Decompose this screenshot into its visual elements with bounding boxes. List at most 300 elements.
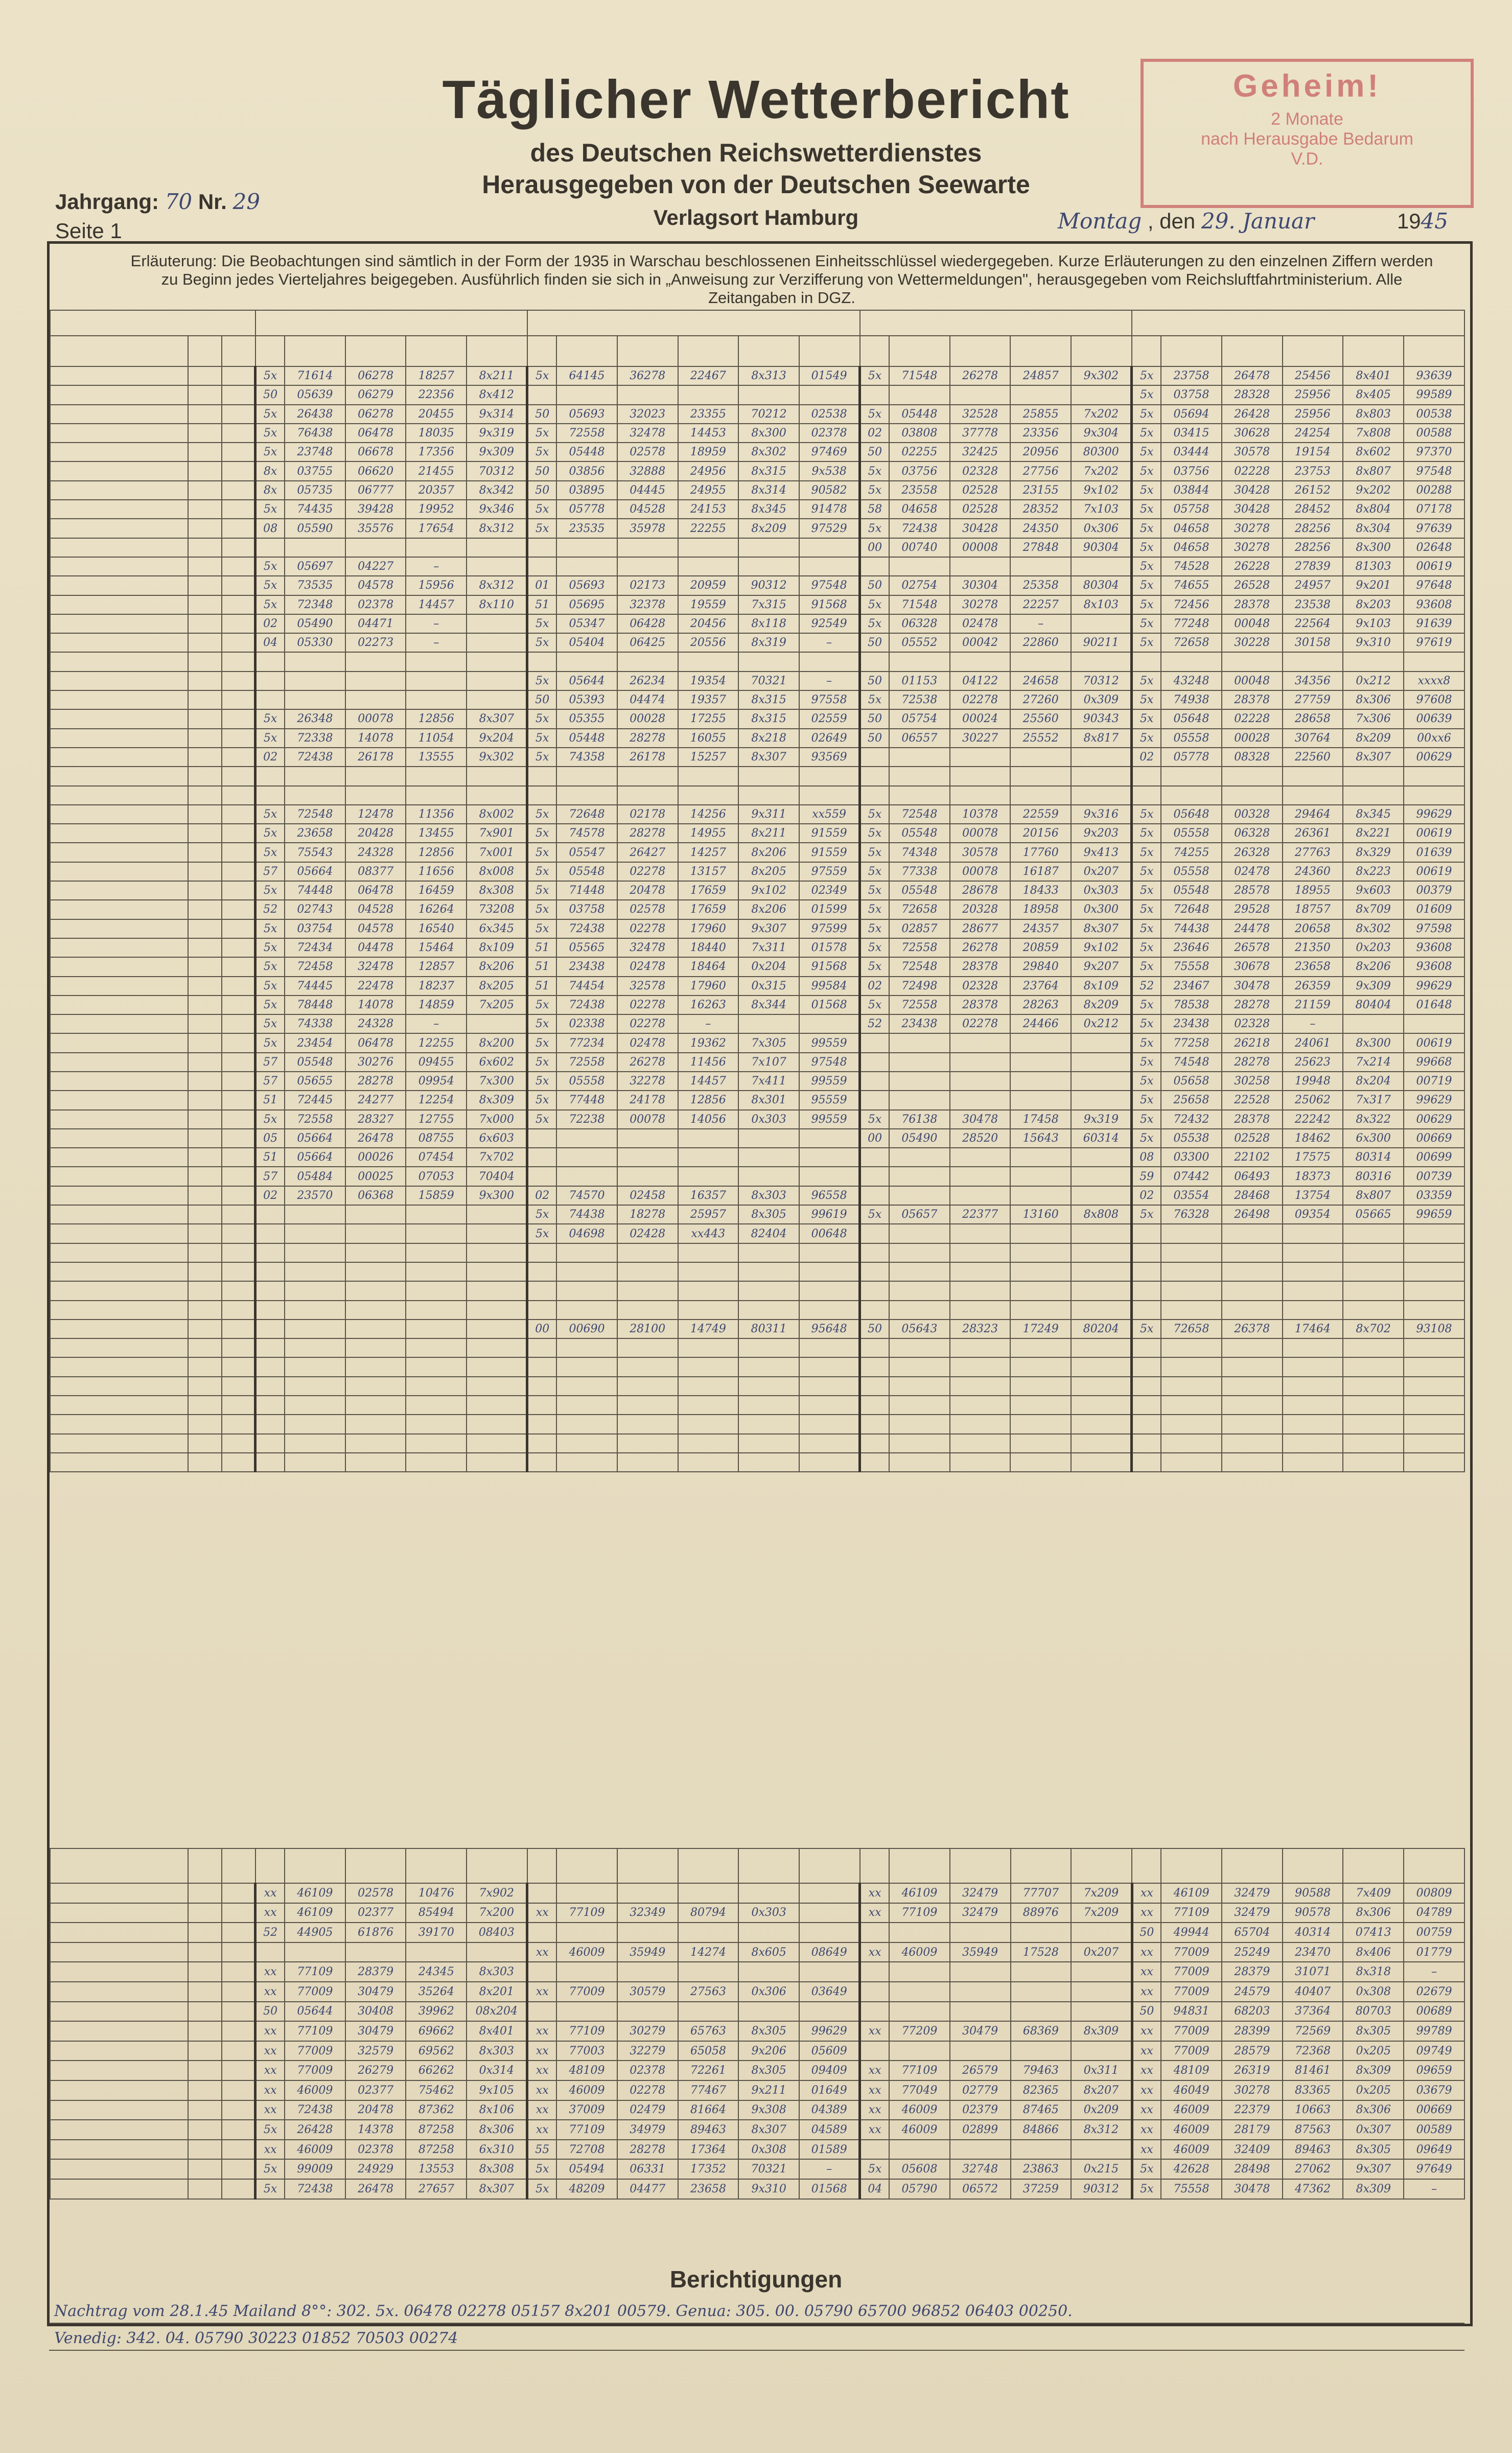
observation-code: 02 bbox=[860, 424, 889, 443]
observation-code: – bbox=[1283, 1014, 1343, 1033]
observation-code bbox=[1283, 1434, 1343, 1453]
station-height bbox=[188, 672, 222, 690]
observation-code: 22377 bbox=[950, 1205, 1011, 1224]
observation-code bbox=[345, 1205, 406, 1224]
observation-code: 19559 bbox=[678, 595, 739, 614]
observation-code: 26152 bbox=[1283, 481, 1343, 500]
observation-code: 07442 bbox=[1161, 1167, 1222, 1186]
observation-code: 22564 bbox=[1283, 614, 1343, 633]
table-row bbox=[50, 424, 1464, 443]
observation-code: 44905 bbox=[285, 1923, 345, 1942]
observation-code: 7x000 bbox=[467, 1110, 527, 1129]
observation-code: 72438 bbox=[556, 919, 617, 938]
observation-code: 91639 bbox=[1404, 614, 1464, 633]
observation-code: 26578 bbox=[1222, 938, 1283, 957]
observation-code: 8x412 bbox=[467, 385, 527, 404]
station-number bbox=[222, 519, 255, 538]
observation-code bbox=[1404, 786, 1464, 805]
observation-code: 02278 bbox=[950, 1014, 1011, 1033]
observation-code: 8x221 bbox=[1343, 824, 1404, 843]
observation-code: 77109 bbox=[889, 2061, 950, 2080]
observation-code: 18278 bbox=[617, 1205, 678, 1224]
observation-code: xx bbox=[1132, 1982, 1161, 2002]
observation-code: 26348 bbox=[285, 709, 345, 728]
observation-code bbox=[406, 1415, 467, 1433]
observation-code bbox=[889, 1224, 950, 1243]
observation-code bbox=[527, 652, 556, 671]
observation-code: 8x312 bbox=[467, 519, 527, 538]
observation-code: 09409 bbox=[799, 2061, 860, 2080]
observation-code: 02255 bbox=[889, 443, 950, 461]
observation-code: 25560 bbox=[1010, 709, 1071, 728]
station-height bbox=[188, 1281, 222, 1300]
observation-code: 87258 bbox=[406, 2120, 467, 2140]
observation-code bbox=[1404, 652, 1464, 671]
observation-code bbox=[1010, 1053, 1071, 1072]
observation-code bbox=[255, 1205, 285, 1224]
observation-code: 22478 bbox=[345, 977, 406, 996]
observation-code: 05778 bbox=[1161, 748, 1222, 767]
observation-code bbox=[345, 1357, 406, 1376]
observation-code: 99559 bbox=[799, 1110, 860, 1129]
observation-code bbox=[1071, 1148, 1132, 1167]
observation-code: xx bbox=[860, 2021, 889, 2041]
observation-code: 5x bbox=[1132, 938, 1161, 957]
station-number bbox=[222, 366, 255, 385]
observation-code bbox=[285, 1942, 345, 1962]
observation-code: 17659 bbox=[678, 881, 739, 900]
observation-code: 18958 bbox=[1010, 900, 1071, 919]
observation-code: 01153 bbox=[889, 672, 950, 690]
observation-code: 50 bbox=[527, 405, 556, 424]
observation-code: 52 bbox=[255, 1923, 285, 1942]
observation-code: 32023 bbox=[617, 405, 678, 424]
code-header bbox=[1010, 336, 1071, 366]
observation-code bbox=[1071, 1415, 1132, 1433]
station-height bbox=[188, 1033, 222, 1052]
observation-code bbox=[889, 1281, 950, 1300]
observation-code: 5x bbox=[255, 919, 285, 938]
observation-code: 02 bbox=[255, 1186, 285, 1205]
table-row bbox=[50, 2100, 1464, 2120]
observation-code: 28378 bbox=[950, 957, 1011, 976]
code-header bbox=[285, 336, 345, 366]
observation-code: 26279 bbox=[345, 2061, 406, 2080]
observation-code bbox=[860, 1281, 889, 1300]
observation-code: 05694 bbox=[1161, 405, 1222, 424]
observation-code: 30408 bbox=[345, 2002, 406, 2022]
observation-code: 05639 bbox=[285, 385, 345, 404]
observation-code bbox=[255, 1338, 285, 1357]
observation-code: 21455 bbox=[406, 461, 467, 480]
observation-code: 01639 bbox=[1404, 843, 1464, 862]
observation-code: 28278 bbox=[1222, 996, 1283, 1014]
observation-code: 25956 bbox=[1283, 385, 1343, 404]
observation-code: 26218 bbox=[1222, 1033, 1283, 1052]
observation-code: 05548 bbox=[556, 862, 617, 881]
observation-code: 01609 bbox=[1404, 900, 1464, 919]
station-number bbox=[222, 1434, 255, 1453]
observation-code: 72558 bbox=[556, 424, 617, 443]
observation-code: 72558 bbox=[889, 996, 950, 1014]
observation-code: 5x bbox=[1132, 1320, 1161, 1338]
observation-code: 46009 bbox=[285, 2140, 345, 2160]
observation-code bbox=[1071, 1962, 1132, 1982]
observation-code: 72438 bbox=[556, 996, 617, 1014]
observation-code: 72438 bbox=[889, 519, 950, 538]
observation-code bbox=[799, 1396, 860, 1415]
code-header bbox=[1343, 336, 1404, 366]
table-row bbox=[50, 1224, 1464, 1243]
observation-code: 52 bbox=[860, 1014, 889, 1033]
observation-code: 8x110 bbox=[467, 595, 527, 614]
station-height bbox=[188, 1014, 222, 1033]
code-header bbox=[950, 1848, 1011, 1883]
observation-code: 87563 bbox=[1283, 2120, 1343, 2140]
observation-code: 74435 bbox=[285, 500, 345, 519]
observation-code: 06777 bbox=[345, 481, 406, 500]
observation-code bbox=[255, 1243, 285, 1262]
station-number bbox=[222, 709, 255, 728]
code-header bbox=[799, 1848, 860, 1883]
observation-code: 90343 bbox=[1071, 709, 1132, 728]
observation-code bbox=[1161, 1357, 1222, 1376]
observation-code bbox=[255, 1301, 285, 1320]
observation-code: 90312 bbox=[738, 576, 799, 595]
observation-code: 08377 bbox=[345, 862, 406, 881]
observation-code: 17575 bbox=[1283, 1148, 1343, 1167]
observation-code: 8x300 bbox=[738, 424, 799, 443]
station-height bbox=[188, 862, 222, 881]
observation-code: 77707 bbox=[1011, 1883, 1072, 1903]
station-name bbox=[50, 690, 188, 709]
observation-code bbox=[950, 1434, 1011, 1453]
observation-code: 7x702 bbox=[467, 1148, 527, 1167]
observation-code: 14859 bbox=[406, 996, 467, 1014]
observation-code bbox=[1132, 1415, 1161, 1433]
station-height bbox=[188, 481, 222, 500]
observation-code bbox=[1404, 1281, 1464, 1300]
station-number bbox=[222, 385, 255, 404]
observation-code: 26234 bbox=[617, 672, 678, 690]
observation-code bbox=[285, 1434, 345, 1453]
station-number bbox=[222, 424, 255, 443]
observation-code bbox=[406, 1205, 467, 1224]
observation-code bbox=[889, 1357, 950, 1376]
observation-code bbox=[950, 748, 1011, 767]
observation-code: 11054 bbox=[406, 729, 467, 748]
observation-code: 04 bbox=[860, 2179, 889, 2199]
observation-code: 05484 bbox=[285, 1167, 345, 1186]
observation-code bbox=[406, 672, 467, 690]
observation-code bbox=[1222, 1396, 1283, 1415]
observation-code bbox=[285, 1205, 345, 1224]
observation-code: 5x bbox=[860, 919, 889, 938]
year-prefix: 19 bbox=[1397, 209, 1421, 233]
observation-code bbox=[1222, 1224, 1283, 1243]
observation-code bbox=[860, 1982, 889, 2002]
observation-code: 91559 bbox=[799, 843, 860, 862]
correction-rule-2 bbox=[49, 2350, 1464, 2351]
table-row bbox=[50, 1091, 1464, 1109]
observation-code: 02779 bbox=[950, 2080, 1011, 2100]
observation-code: 5x bbox=[1132, 614, 1161, 633]
observation-code: 77009 bbox=[1161, 2021, 1222, 2041]
station-name bbox=[50, 424, 188, 443]
table-row bbox=[50, 633, 1464, 652]
observation-code bbox=[285, 538, 345, 557]
observation-code bbox=[345, 1415, 406, 1433]
observation-code: 7x901 bbox=[467, 824, 527, 843]
observation-code: 17356 bbox=[406, 443, 467, 461]
observation-code: xx bbox=[860, 2061, 889, 2080]
observation-code bbox=[285, 672, 345, 690]
observation-code bbox=[527, 1301, 556, 1320]
observation-table bbox=[50, 310, 1465, 1472]
station-name bbox=[50, 2179, 188, 2199]
observation-code bbox=[467, 1243, 527, 1262]
station-number bbox=[222, 786, 255, 805]
subtitle-service: des Deutschen Reichswetterdienstes bbox=[530, 138, 982, 167]
observation-code: 00028 bbox=[1222, 729, 1283, 748]
observation-code bbox=[950, 652, 1011, 671]
observation-code: 06478 bbox=[345, 1033, 406, 1052]
observation-code: 5x bbox=[527, 1072, 556, 1091]
observation-code: 8x807 bbox=[1343, 461, 1404, 480]
observation-code: 05693 bbox=[556, 576, 617, 595]
observation-code: 09659 bbox=[1404, 2061, 1464, 2080]
observation-code: 04477 bbox=[617, 2179, 678, 2199]
station-number bbox=[222, 1224, 255, 1243]
observation-code: 05790 bbox=[889, 2179, 950, 2199]
station-name bbox=[50, 1281, 188, 1300]
table-row bbox=[50, 1320, 1464, 1338]
observation-code bbox=[889, 1148, 950, 1167]
observation-code: 7x409 bbox=[1343, 1883, 1404, 1903]
observation-code: 5x bbox=[1132, 1129, 1161, 1148]
observation-code: 28468 bbox=[1222, 1186, 1283, 1205]
observation-code bbox=[1161, 1396, 1222, 1415]
observation-code bbox=[1011, 2140, 1072, 2160]
observation-code: 7x209 bbox=[1071, 1883, 1132, 1903]
observation-code: 73208 bbox=[467, 900, 527, 919]
observation-code: 17760 bbox=[1010, 843, 1071, 862]
table-row bbox=[50, 1903, 1464, 1923]
station-number bbox=[222, 957, 255, 976]
observation-code bbox=[255, 1396, 285, 1415]
observation-code: 00288 bbox=[1404, 481, 1464, 500]
station-number bbox=[222, 1942, 255, 1962]
station-name bbox=[50, 1014, 188, 1033]
observation-code: 51 bbox=[527, 977, 556, 996]
observation-code: 72548 bbox=[889, 957, 950, 976]
observation-code: 5x bbox=[1132, 385, 1161, 404]
observation-code bbox=[1010, 1091, 1071, 1109]
observation-code: 01648 bbox=[1404, 996, 1464, 1014]
station-number bbox=[222, 595, 255, 614]
observation-code: 46109 bbox=[285, 1903, 345, 1923]
observation-code bbox=[467, 1415, 527, 1433]
observation-code bbox=[738, 1129, 799, 1148]
observation-code bbox=[467, 1014, 527, 1033]
observation-code: 30278 bbox=[1222, 2080, 1283, 2100]
observation-code: 06428 bbox=[617, 614, 678, 633]
observation-code bbox=[950, 1053, 1011, 1072]
observation-code bbox=[467, 1224, 527, 1243]
observation-code: 14457 bbox=[678, 1072, 739, 1091]
observation-code: 8x329 bbox=[1343, 843, 1404, 862]
observation-code bbox=[345, 786, 406, 805]
station-number bbox=[222, 1091, 255, 1109]
observation-code: 7x202 bbox=[1071, 461, 1132, 480]
observation-code: 7x001 bbox=[467, 843, 527, 862]
observation-code bbox=[1343, 1396, 1404, 1415]
observation-code: 5x bbox=[527, 424, 556, 443]
observation-code bbox=[527, 1453, 556, 1472]
observation-code: 22559 bbox=[1010, 805, 1071, 824]
station-name bbox=[50, 557, 188, 576]
station-height bbox=[188, 1091, 222, 1109]
observation-code: 26428 bbox=[285, 2120, 345, 2140]
observation-code bbox=[950, 1962, 1011, 1982]
observation-code: 8x405 bbox=[1343, 385, 1404, 404]
observation-code: 22257 bbox=[1010, 595, 1071, 614]
observation-code: 32279 bbox=[617, 2041, 678, 2061]
observation-code: 8x702 bbox=[1343, 1320, 1404, 1338]
observation-code bbox=[285, 1357, 345, 1376]
station-name bbox=[50, 977, 188, 996]
station-name bbox=[50, 900, 188, 919]
observation-code bbox=[860, 767, 889, 785]
observation-code bbox=[285, 652, 345, 671]
observation-code: 17255 bbox=[678, 709, 739, 728]
observation-code: 5x bbox=[1132, 538, 1161, 557]
observation-code: 23558 bbox=[889, 481, 950, 500]
observation-code: 5x bbox=[1132, 1072, 1161, 1091]
observation-code: 99659 bbox=[1404, 1205, 1464, 1224]
observation-code bbox=[527, 538, 556, 557]
observation-code: 5x bbox=[860, 996, 889, 1014]
observation-code: 24178 bbox=[617, 1091, 678, 1109]
observation-code: 02578 bbox=[617, 443, 678, 461]
observation-code: 74348 bbox=[889, 843, 950, 862]
observation-code: 9x201 bbox=[1343, 576, 1404, 595]
observation-code: 5x bbox=[1132, 424, 1161, 443]
observation-code: 28323 bbox=[950, 1320, 1011, 1338]
observation-code: 74454 bbox=[556, 977, 617, 996]
observation-code bbox=[889, 1167, 950, 1186]
observation-code bbox=[406, 1357, 467, 1376]
observation-code: 24929 bbox=[345, 2159, 406, 2179]
station-number bbox=[222, 1129, 255, 1148]
observation-code: 35264 bbox=[406, 1982, 467, 2002]
observation-code: 8x307 bbox=[738, 2120, 799, 2140]
observation-code bbox=[556, 1262, 617, 1281]
station-height bbox=[188, 1186, 222, 1205]
observation-code bbox=[799, 1377, 860, 1396]
observation-code: 24478 bbox=[1222, 919, 1283, 938]
observation-code bbox=[1010, 1357, 1071, 1376]
observation-code: 01549 bbox=[799, 366, 860, 385]
observation-code bbox=[950, 1301, 1011, 1320]
observation-code: 30678 bbox=[1222, 957, 1283, 976]
observation-code: 00 bbox=[860, 538, 889, 557]
table-row bbox=[50, 977, 1464, 996]
station-name bbox=[50, 1033, 188, 1052]
observation-code: 5x bbox=[527, 919, 556, 938]
observation-code: 11356 bbox=[406, 805, 467, 824]
station-height bbox=[188, 1962, 222, 1982]
observation-code: 58 bbox=[860, 500, 889, 519]
observation-code bbox=[889, 1091, 950, 1109]
observation-code: 5x bbox=[860, 862, 889, 881]
observation-code: 80404 bbox=[1343, 996, 1404, 1014]
observation-code: 23538 bbox=[1283, 595, 1343, 614]
observation-code bbox=[345, 1320, 406, 1338]
observation-code: 72548 bbox=[285, 805, 345, 824]
observation-code bbox=[1161, 1377, 1222, 1396]
observation-code: 26438 bbox=[285, 405, 345, 424]
observation-code: 8x307 bbox=[467, 2179, 527, 2199]
observation-code: 14749 bbox=[678, 1320, 739, 1338]
table-row bbox=[50, 1053, 1464, 1072]
observation-code: 05558 bbox=[1161, 862, 1222, 881]
code-header bbox=[1132, 1848, 1161, 1883]
observation-code: 96558 bbox=[799, 1186, 860, 1205]
observation-code bbox=[1071, 652, 1132, 671]
observation-code: 5x bbox=[1132, 1091, 1161, 1109]
observation-code: 32888 bbox=[617, 461, 678, 480]
station-height bbox=[188, 919, 222, 938]
observation-code: 5x bbox=[527, 1205, 556, 1224]
observation-code: 5x bbox=[255, 2159, 285, 2179]
observation-code bbox=[738, 1301, 799, 1320]
observation-code bbox=[889, 1396, 950, 1415]
observation-code: 61876 bbox=[345, 1923, 406, 1942]
observation-code bbox=[860, 1377, 889, 1396]
observation-code bbox=[1071, 1033, 1132, 1052]
observation-code bbox=[1161, 1434, 1222, 1453]
observation-code: 14078 bbox=[345, 996, 406, 1014]
observation-code: 13553 bbox=[406, 2159, 467, 2179]
observation-code: 5x bbox=[527, 709, 556, 728]
observation-code: 72708 bbox=[556, 2140, 617, 2160]
table-row bbox=[50, 1301, 1464, 1320]
table-row bbox=[50, 1129, 1464, 1148]
observation-code: 5x bbox=[255, 2120, 285, 2140]
observation-code: 9x105 bbox=[467, 2080, 527, 2100]
observation-code bbox=[678, 1396, 739, 1415]
observation-code: 99629 bbox=[799, 2021, 860, 2041]
observation-code: 08x204 bbox=[467, 2002, 527, 2022]
observation-code: 02528 bbox=[1222, 1129, 1283, 1148]
observation-code: 02743 bbox=[285, 900, 345, 919]
observation-code: 35949 bbox=[617, 1942, 678, 1962]
observation-code: 13160 bbox=[1010, 1205, 1071, 1224]
observation-code: 77448 bbox=[556, 1091, 617, 1109]
observation-code: 05565 bbox=[556, 938, 617, 957]
observation-code: 72432 bbox=[1161, 1110, 1222, 1129]
observation-code: 25658 bbox=[1161, 1091, 1222, 1109]
station-height bbox=[188, 614, 222, 633]
observation-code: 10476 bbox=[406, 1883, 467, 1903]
observation-code: 07178 bbox=[1404, 500, 1464, 519]
station-name bbox=[50, 1301, 188, 1320]
station-name bbox=[50, 385, 188, 404]
observation-code: 46049 bbox=[1161, 2080, 1222, 2100]
observation-code: 42628 bbox=[1161, 2159, 1222, 2179]
observation-code bbox=[950, 1033, 1011, 1052]
